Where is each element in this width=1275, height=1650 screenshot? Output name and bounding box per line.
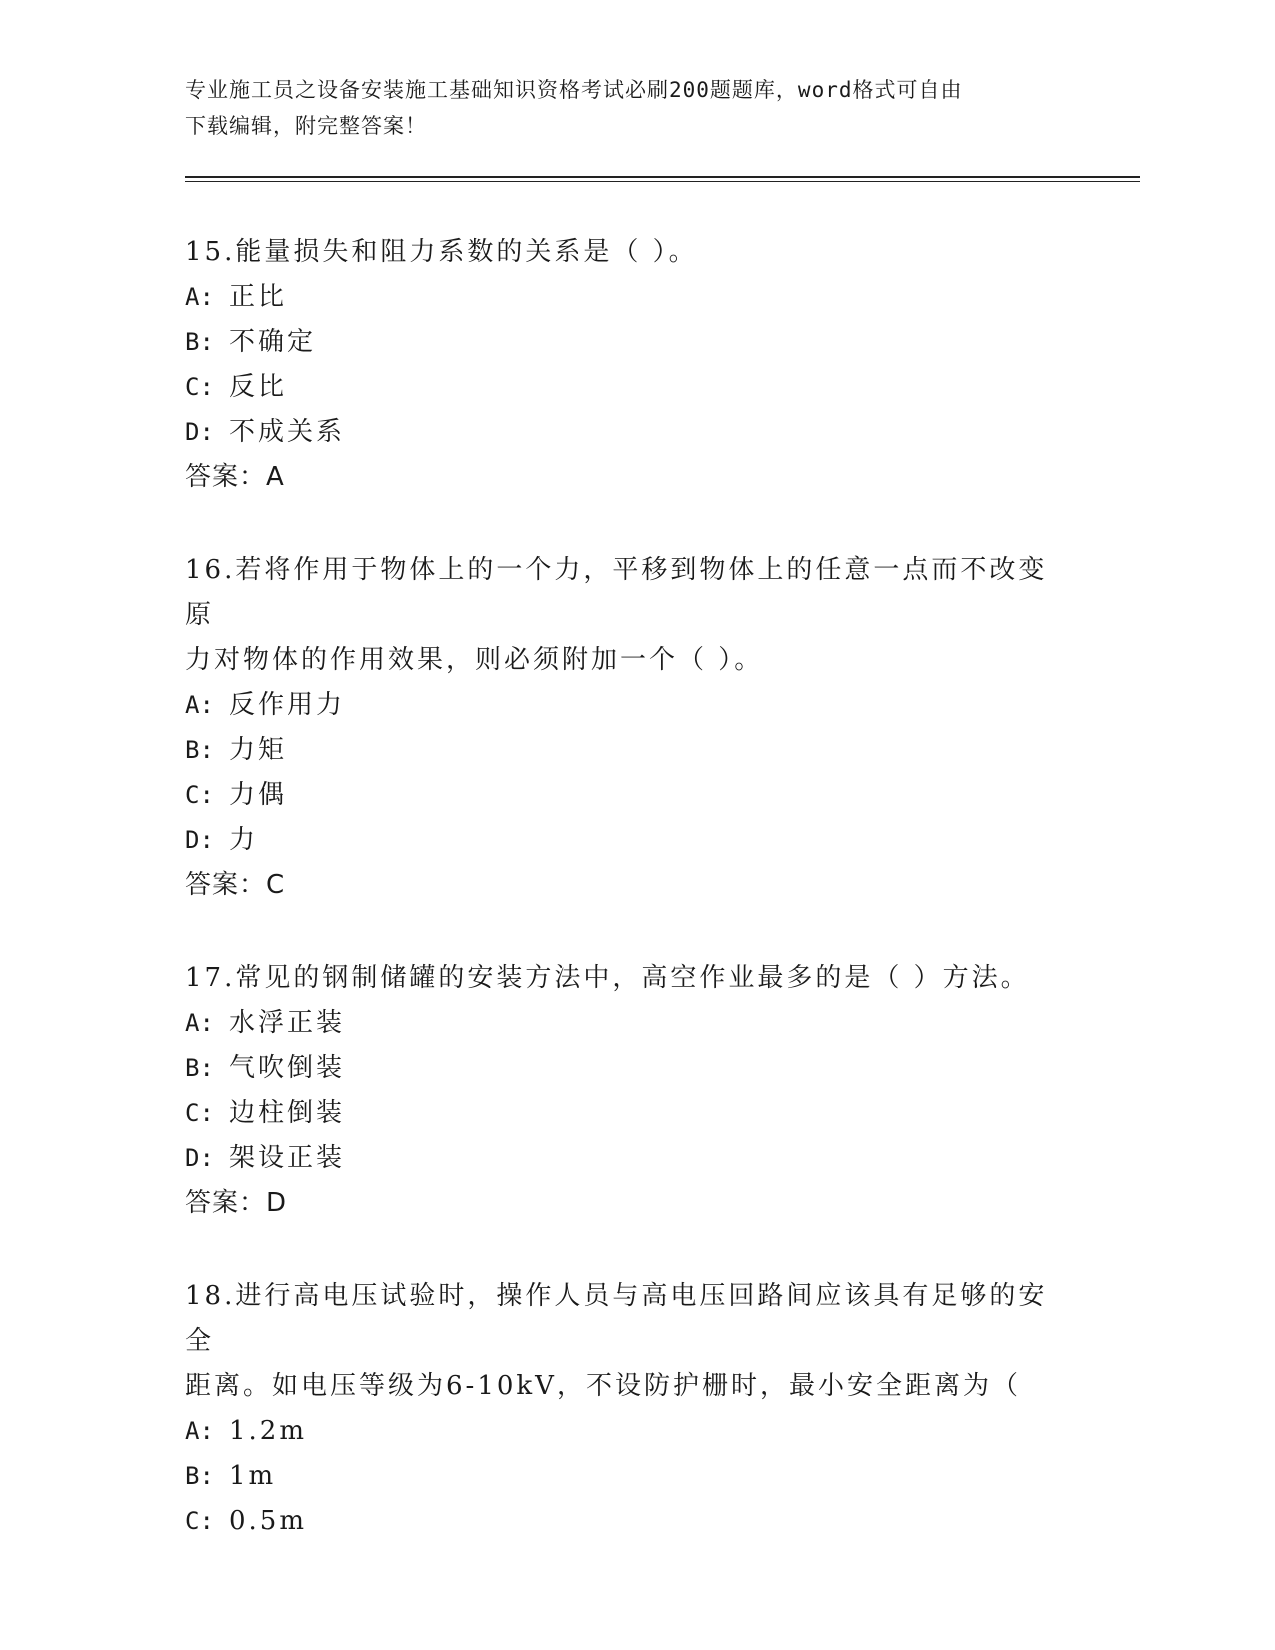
option-text: 不确定 [229,327,317,357]
option-text: 反比 [229,372,288,402]
option-text: 力矩 [229,735,288,765]
option-letter: B: [185,1054,214,1082]
option-text: 1.2m [229,1416,308,1446]
option-c [185,1499,1065,1544]
option-text: 0.5m [229,1506,308,1536]
header-line-1: 专业施工员之设备安装施工基础知识资格考试必刷200题题库，word格式可自由 [185,78,963,102]
option-c [185,773,1065,818]
option-letter: C: [185,781,214,809]
answer-line: 答案：D [185,1188,288,1218]
option-text: 正比 [229,282,288,312]
option-letter: D: [185,826,214,854]
option-letter: A: [185,283,214,311]
question-stem: 15.能量损失和阻力系数的关系是（ ）。 [185,237,698,267]
option-a [185,683,1065,728]
option-b [185,1454,1065,1499]
option-letter: B: [185,736,214,764]
question-18 [185,1274,1065,1544]
option-a [185,1001,1065,1046]
question-stem-line-1: 18.进行高电压试验时，操作人员与高电压回路间应该具有足够的安全 [185,1281,1048,1356]
option-a [185,1409,1065,1454]
answer-line: 答案：A [185,462,285,492]
document-header [185,72,1065,144]
question-list [185,230,1065,1592]
option-text: 反作用力 [229,690,346,720]
question-15 [185,230,1065,500]
option-b [185,728,1065,773]
option-text: 力偶 [229,780,288,810]
option-letter: A: [185,1009,214,1037]
header-divider-thin [185,181,1140,182]
question-stem-line-2: 力对物体的作用效果，则必须附加一个（ ）。 [185,645,764,675]
option-d [185,818,1065,863]
question-stem: 17.常见的钢制储罐的安装方法中，高空作业最多的是（ ）方法。 [185,963,1030,993]
option-a [185,275,1065,320]
option-text: 不成关系 [229,417,346,447]
option-letter: C: [185,1099,214,1127]
option-text: 边柱倒装 [229,1098,346,1128]
option-c [185,1091,1065,1136]
option-letter: D: [185,418,214,446]
question-stem-line-2: 距离。如电压等级为6-10kV，不设防护栅时，最小安全距离为（ [185,1371,1021,1401]
option-text: 水浮正装 [229,1008,346,1038]
option-text: 力 [229,825,259,855]
option-letter: A: [185,1417,214,1445]
question-17 [185,956,1065,1226]
option-letter: B: [185,1462,214,1490]
header-line-2: 下载编辑，附完整答案！ [185,114,427,138]
option-b [185,1046,1065,1091]
option-letter: C: [185,373,214,401]
question-stem-line-1: 16.若将作用于物体上的一个力，平移到物体上的任意一点而不改变原 [185,555,1048,630]
option-c [185,365,1065,410]
option-text: 架设正装 [229,1143,346,1173]
option-d [185,1136,1065,1181]
question-16 [185,548,1065,908]
option-letter: C: [185,1507,214,1535]
option-d [185,410,1065,455]
answer-line: 答案：C [185,870,286,900]
option-letter: D: [185,1144,214,1172]
option-text: 气吹倒装 [229,1053,346,1083]
option-text: 1m [229,1461,277,1491]
option-letter: A: [185,691,214,719]
option-letter: B: [185,328,214,356]
header-divider-thick [185,176,1140,178]
option-b [185,320,1065,365]
